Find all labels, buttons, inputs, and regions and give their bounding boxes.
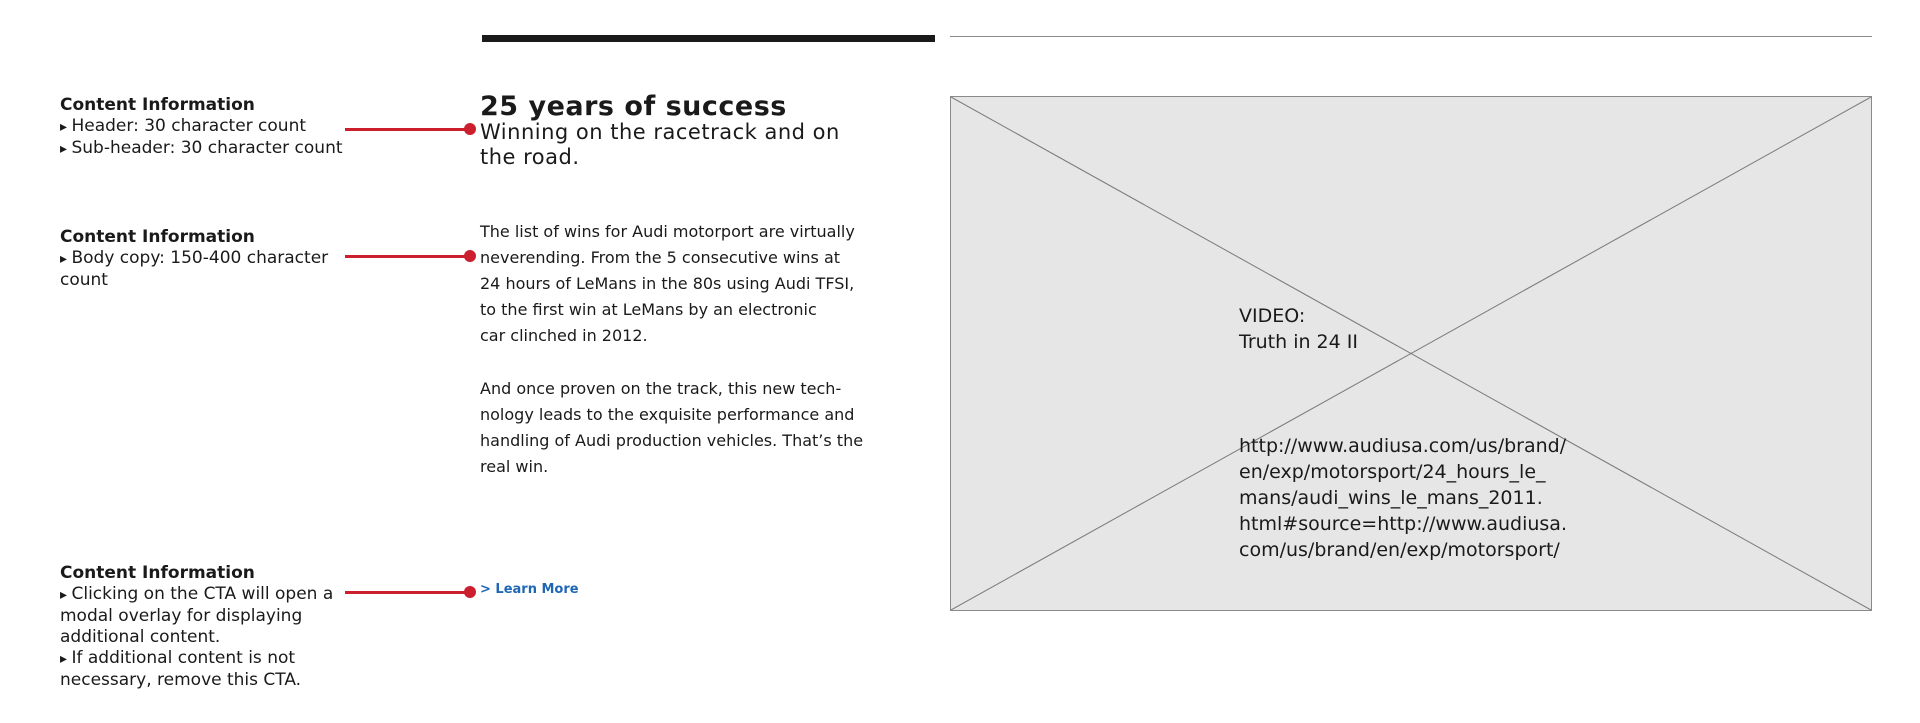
connector-dot-icon (464, 586, 476, 598)
annotation-line: ▸ Body copy: 150-400 character count (60, 248, 350, 291)
page-subheadline: Winning on the racetrack and on the road. (480, 120, 840, 169)
header-divider-thick (482, 35, 935, 42)
learn-more-link[interactable]: > Learn More (480, 582, 579, 597)
annotation-title: Content Information (60, 563, 255, 583)
annotation-line: ▸ Clicking on the CTA will open a modal overlay for displaying additional content. (60, 584, 350, 648)
annotation-line: ▸ Header: 30 character count (60, 116, 350, 138)
page-headline: 25 years of success (480, 91, 787, 122)
annotation-connector (345, 128, 470, 131)
body-copy-paragraph: The list of wins for Audi motorport are virtually neverending. From the 5 consecutive wins at 24 hours of LeMans in the 80s using Audi TFSI, to the first win at LeMans by an electronic car clinched in 2012. (480, 222, 855, 345)
video-label: VIDEO: Truth in 24 II (1239, 305, 1358, 353)
annotation-header-info (60, 95, 350, 160)
annotation-cta-info (60, 563, 350, 691)
body-copy-paragraph: And once proven on the track, this new tech- nology leads to the exquisite performance and handling of Audi production vehicles. That’s the real win. (480, 379, 864, 476)
video-info (1239, 277, 1599, 589)
video-placeholder[interactable] (950, 96, 1872, 611)
connector-dot-icon (464, 123, 476, 135)
annotation-connector (345, 591, 470, 594)
annotation-title: Content Information (60, 95, 255, 115)
annotation-body-info (60, 227, 350, 291)
annotation-connector (345, 255, 470, 258)
annotation-title: Content Information (60, 227, 255, 247)
connector-dot-icon (464, 250, 476, 262)
annotation-line: ▸ Sub-header: 30 character count (60, 138, 350, 160)
video-url: http://www.audiusa.com/us/brand/ en/exp/motorsport/24_hours_le_ mans/audi_wins_le_mans_2011. html#source=http://www.audiusa. com/us/brand/en/exp/motorsport/ (1239, 435, 1567, 561)
header-divider-thin (950, 36, 1872, 37)
annotation-line: ▸ If additional content is not necessary, remove this CTA. (60, 648, 350, 691)
